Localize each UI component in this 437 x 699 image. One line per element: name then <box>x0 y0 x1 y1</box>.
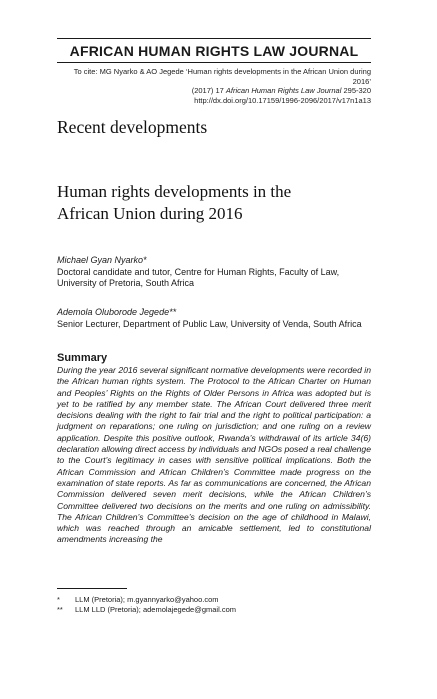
footnote-mark: * <box>57 595 60 604</box>
author-name: Michael Gyan Nyarko* <box>57 255 147 265</box>
article-title-line-1: Human rights developments in the <box>57 182 292 201</box>
author-block-2 <box>57 307 371 330</box>
header-bottom-rule <box>57 62 371 63</box>
citation-doi: http://dx.doi.org/10.17159/1996-2096/2017/v17n1a13 <box>194 95 371 105</box>
article-title <box>57 181 291 225</box>
citation-line-2 <box>57 86 371 96</box>
footnote <box>57 605 371 615</box>
journal-title: AFRICAN HUMAN RIGHTS LAW JOURNAL <box>69 43 359 59</box>
header-top-rule <box>57 38 371 39</box>
citation-block <box>57 67 371 105</box>
citation-pages: 295-320 <box>341 86 371 95</box>
summary-heading: Summary <box>57 352 108 364</box>
footnotes <box>57 595 371 615</box>
citation-line-1: To cite: MG Nyarko & AO Jegede ‘Human rights developments in the African Union during 2016’ <box>73 67 371 86</box>
footnote-mark: ** <box>57 605 63 614</box>
author-affiliation: University of Pretoria, South Africa <box>57 278 195 288</box>
citation-volume: (2017) 17 <box>191 86 226 95</box>
author-block-1 <box>57 255 371 290</box>
author-name: Ademola Oluborode Jegede** <box>57 307 177 317</box>
section-title: Recent developments <box>57 117 208 137</box>
footnote-text: LLM (Pretoria); m.gyannyarko@yahoo.com <box>75 595 219 604</box>
footnote-text: LLM LLD (Pretoria); ademolajegede@gmail.com <box>75 605 237 614</box>
footnote-rule <box>57 588 127 589</box>
author-affiliation: Senior Lecturer, Department of Public Law, University of Venda, South Africa <box>57 318 362 329</box>
article-title-line-2: African Union during 2016 <box>57 204 243 223</box>
citation-journal-name: African Human Rights Law Journal <box>225 86 342 95</box>
author-affiliation: Doctoral candidate and tutor, Centre for Human Rights, Faculty of Law, <box>57 266 340 277</box>
footnote <box>57 595 371 605</box>
summary-body: During the year 2016 several significant normative developments were recorded in the African human rights system. The Protocol to the African Charter on Human and Peoples’ Rights on the Rights of Older Persons in Africa was adopted but is yet to be ratified by any member state. The African Court delivered three merit decisions dealing with the right to fair trial and the right to political participation: a judgment on reparations; one ruling on jurisdiction; and one ruling on a review application. Despite this positive outlook, Rwanda’s withdrawal of its article 34(6) declaration allowing direct access by individuals and NGOs posed a real challenge to the Court’s legitimacy in cases with sensitive political implications. Both the African Commission and African Children’s Committee made progress on the examination of state reports. As far as communications are concerned, the African Commission delivered seven merit decisions, while the African Children’s Committee delivered two decisions on the merits and one ruling on admissibility. The African Children’s Committee’s decision on the age of childhood in Malawi, which was reached through an amicable settlement, led to constitutional amendments increasing the <box>57 365 371 545</box>
page <box>57 38 371 614</box>
